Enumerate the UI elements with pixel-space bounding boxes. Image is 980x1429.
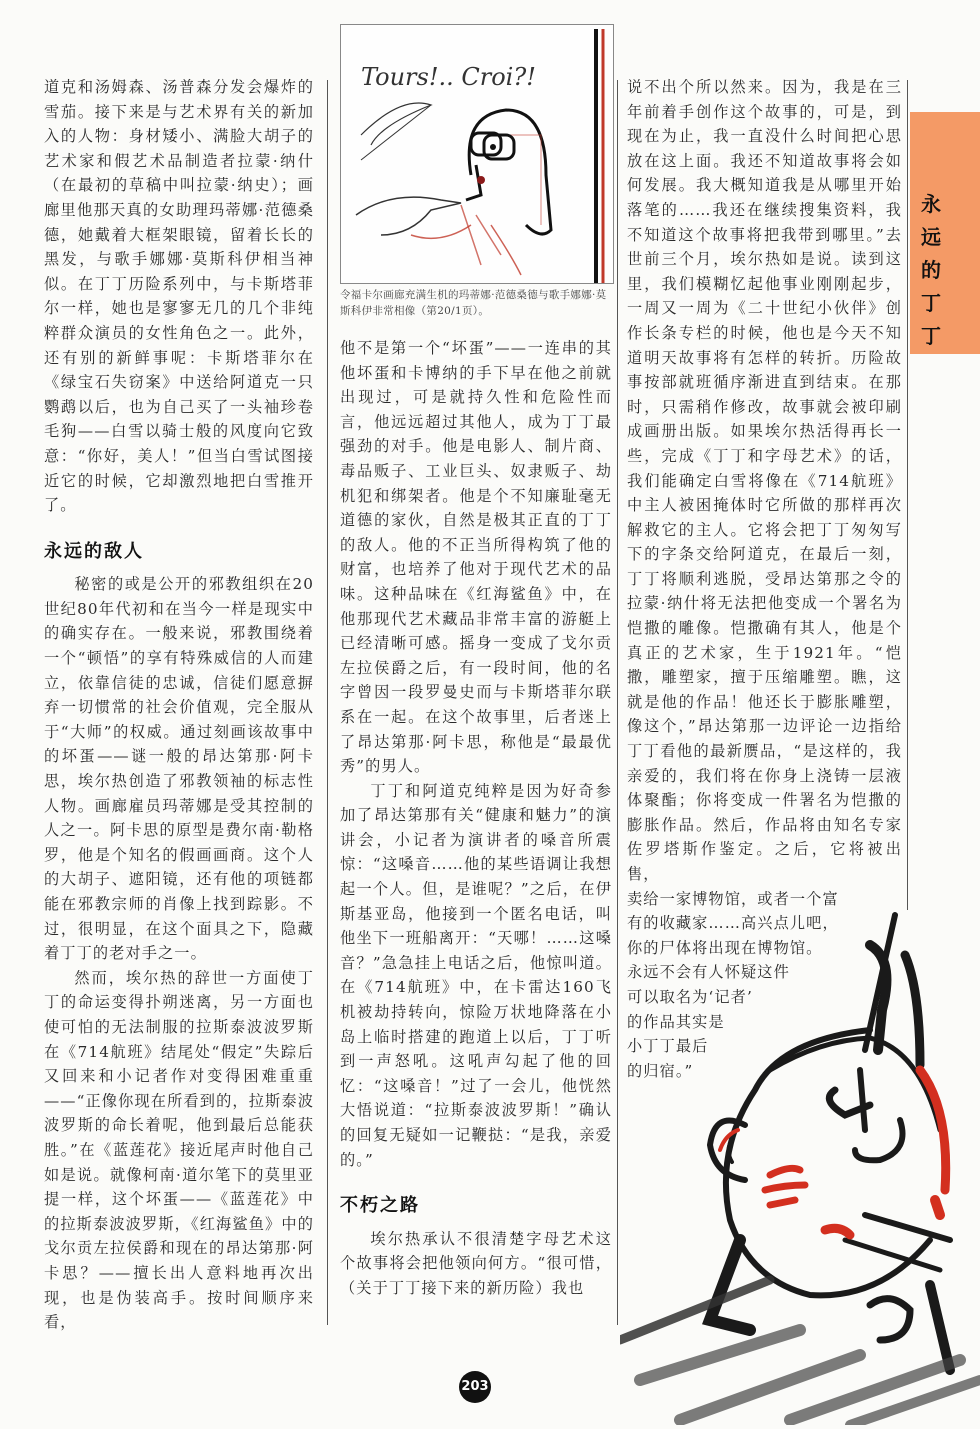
svg-text:Tours!.. Croi?!: Tours!.. Croi?! — [361, 63, 536, 91]
paragraph: 秘密的或是公开的邪教组织在20世纪80年代初和在当今一样是现实中的确实存在。一般来说，邪教围绕着一个“顿悟”的享有特殊威信的人而建立，依靠信徒的忠诚，信徒们愿意摒弃一切惯常的社会价值观，完全服从于“大师”的权威。通过刻画该故事中的坏蛋——谜一般的昂达第那·阿卡思，埃尔热创造了邪教领袖的标志性人物。画廊雇员玛蒂娜是受其控制的人之一。阿卡思的原型是费尔南·勒格罗，他是个知名的假画画商。这个人的大胡子、遮阳镜，还有他的项链都能在邪教宗师的肖像上找到踪影。不过，很明显，在这个面具之下，隐藏着丁丁的老对手之一。 — [44, 575, 314, 963]
paragraph: 埃尔热承认不很清楚字母艺术这个故事将会把他领向何方。“很可惜，（关于丁丁接下来的新历险）我也 — [340, 1229, 612, 1297]
paragraph: 说不出个所以然来。因为，我是在三年前着手创作这个故事的，可是，到现在为止，我一直没什么时间把心思放在这上面。我还不知道故事将会如何发展。我大概知道我是从哪里开始落笔的……我还在继续搜集资料，我不知道这个故事将把我带到哪里。”去世前三个月，埃尔热如是说。读到这里，我们模糊忆起他事业刚刚起步，一周又一周为《二十世纪小伙伴》创作长条专栏的时候，他也是今天不知道明天故事将有怎样的转折。历险故事按部就班循序渐进直到结束。在那时，只需稍作修改，故事就会被印刷成画册出版。如果埃尔热活得再长一些，完成《丁丁和字母艺术》的话，我们能确定白雪将像在《714航班》中主人被困掩体时它所做的那样再次解救它的主人。它将会把丁丁匆匆写下的字条交给阿道克，在最后一刻，丁丁将顺利逃脱，受昂达第那之令的拉蒙·纳什将无法把他变成一个署名为恺撒的雕像。恺撒确有其人，他是个真正的艺术家，生于1921年。“恺撒，雕塑家，擅于压缩雕塑。瞧，这就是他的作品！他还长于膨胀雕塑，像这个，”昂达第那一边评论一边指给丁丁看他的最新赝品，“是这样的，我亲爱的，我们将在你身上浇铸一层液体聚酯；你将变成一件署名为恺撒的膨胀作品。然后，作品将由知名专家佐罗塔斯作鉴定。之后，它将被出售， — [627, 78, 902, 883]
page-number: 203 — [459, 1371, 491, 1403]
wrapped-line: 你的尸体将出现在博物馆。 — [627, 938, 823, 957]
side-tab-title: 永远的丁丁 — [921, 192, 941, 348]
tintin-sketch-icon — [620, 900, 980, 1425]
paragraph: 道克和汤姆森、汤普森分发会爆炸的雪茄。接下来是与艺术界有关的新加入的人物：身材矮小、满脸大胡子的艺术家和假艺术品制造者拉蒙·纳什（在最初的草稿中叫拉蒙·纳史）；画廊里他那天真的女助理玛蒂娜·范德桑德，她戴着大框架眼镜，留着长长的黑发，与歌手娜娜·莫斯科伊相当神似。在丁丁历险系列中，与卡斯塔菲尔一样，她也是寥寥无几的几个非纯粹群众演员的女性角色之一。此外，还有别的新鲜事呢：卡斯塔菲尔在《绿宝石失窃案》中送给阿道克一只鹦鹉以后，也为自己买了一头袖珍卷毛狗——白雪以骑士般的风度向它致意：“你好，美人！”但当白雪试图接近它的时候，它却激烈地把白雪推开了。 — [44, 78, 314, 515]
paragraph: 然而，埃尔热的辞世一方面使丁丁的命运变得扑朔迷离，另一方面也使可怕的无法制服的拉斯泰波波罗斯在《714航班》结尾处“假定”失踪后又回来和小记者作对变得困难重重——“正像你现在所看到的，拉斯泰波波罗斯的命长着呢，他到最后总能获胜。”在《蓝莲花》接近尾声时他自己如是说。就像柯南·道尔笔下的莫里亚提一样，这个坏蛋——《蓝莲花》中的拉斯泰波波罗斯，《红海鲨鱼》中的戈尔贡左拉侯爵和现在的昂达第那·阿卡思？——擅长出人意料地再次出现，也是伪装高手。按时间顺序来看， — [44, 968, 314, 1332]
wrapped-line: 小丁丁最后 — [627, 1037, 709, 1056]
sketch-figure — [340, 24, 614, 284]
figure-caption: 令福卡尔画廊充满生机的玛蒂娜·范德桑德与歌手娜娜·莫斯科伊非常相像（第20/1页）。 — [340, 289, 607, 317]
wrapped-line: 有的收藏家……高兴点儿吧， — [627, 914, 839, 933]
column-divider — [617, 80, 618, 1325]
wrapped-line: 的归宿。” — [627, 1061, 694, 1080]
paragraph: 他不是第一个“坏蛋”——一连串的其他坏蛋和卡博纳的手下早在他之前就出现过，可是就持久性和危险性而言，他远远超过其他人，成为丁丁最强劲的对手。他是电影人、制片商、毒品贩子、工业巨头、奴隶贩子、劫机犯和绑架者。他是个不知廉耻毫无道德的家伙，自然是极其正直的丁丁的敌人。他的不正当所得构筑了他的财富，也培养了他对于现代艺术的品味。这种品味在《红海鲨鱼》中，在他那现代艺术藏品非常丰富的游艇上已经清晰可感。摇身一变成了戈尔贡左拉侯爵之后，有一段时间，他的名字曾因一段罗曼史而与卡斯塔菲尔联系在一起。在这个故事里，后者迷上了昂达第那·阿卡思，称他是“最最优秀”的男人。 — [340, 339, 612, 776]
wrapped-line: 的作品其实是 — [627, 1012, 725, 1031]
paragraph: 丁丁和阿道克纯粹是因为好奇参加了昂达第那有关“健康和魅力”的演讲会，小记者为演讲者的嗓音所震惊：“这嗓音……他的某些语调让我想起一个人。但，是谁呢？”之后，在伊斯基亚岛，他接到一个匿名电话，叫他坐下一班船离开：“天哪！……这嗓音？”急急挂上电话之后，他惊叫道。在《714航班》中，在卡雷达160飞机被劫持转向，惊险万状地降落在小岛上临时搭建的跑道上以后，丁丁听到一声怒吼。这吼声勾起了他的回忆：“这嗓音！”过了一会儿，他恍然大悟说道：“拉斯泰波波罗斯！”确认的回复无疑如一记鞭挞：“是我，亲爱的。” — [340, 781, 612, 1169]
tintin-cartoon — [620, 900, 980, 1425]
sketch-illustration-icon — [341, 25, 613, 283]
wrapped-line: 卖给一家博物馆，或者一个富 — [627, 889, 839, 908]
left-column — [44, 75, 314, 1335]
section-heading: 永远的敌人 — [44, 540, 144, 562]
wrapped-line: 永远不会有人怀疑这件 — [627, 963, 790, 982]
middle-column — [340, 336, 612, 1301]
wrapped-line: 可以取名为‘记者’ — [627, 987, 753, 1006]
section-heading: 不朽之路 — [340, 1195, 420, 1217]
column-divider — [327, 80, 328, 1325]
column-divider — [907, 80, 908, 910]
